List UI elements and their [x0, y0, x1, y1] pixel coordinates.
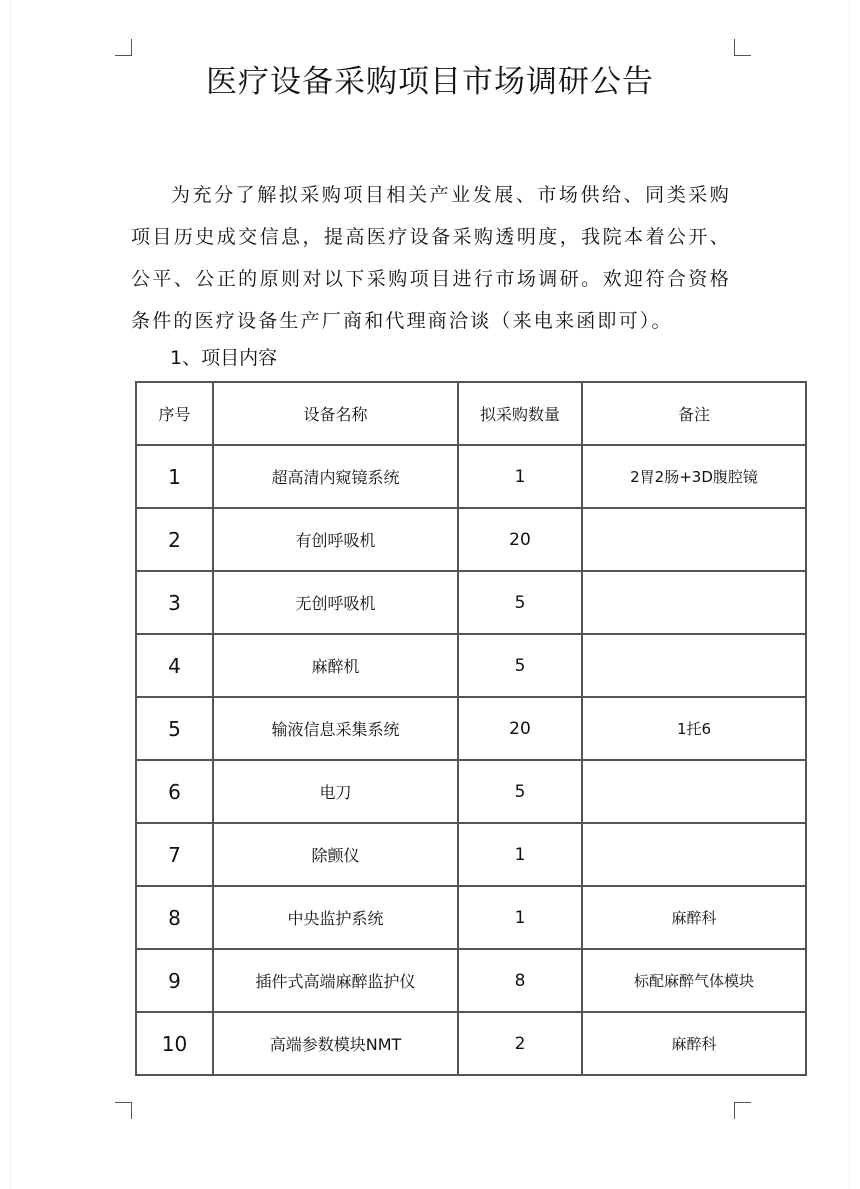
intro-paragraph: 为充分了解拟采购项目相关产业发展、市场供给、同类采购项目历史成交信息，提高医疗设备采购透明度，我院本着公开、公平、公正的原则对以下采购项目进行市场调研。欢迎符合资格条件的医疗设备生产厂商和代理商洽谈（来电来函即可）。 [131, 184, 731, 332]
cell-no: 1 [136, 445, 213, 508]
cell-remarks [582, 634, 806, 697]
cell-no: 4 [136, 634, 213, 697]
cell-remarks: 1托6 [582, 697, 806, 760]
cell-device-name: 高端参数模块NMT [213, 1012, 458, 1075]
cell-device-name: 插件式高端麻醉监护仪 [213, 949, 458, 1012]
cell-quantity: 2 [458, 1012, 582, 1075]
cell-no: 5 [136, 697, 213, 760]
cell-quantity: 1 [458, 445, 582, 508]
cell-device-name: 麻醉机 [213, 634, 458, 697]
table-row [136, 571, 806, 634]
cell-quantity: 1 [458, 886, 582, 949]
cell-remarks: 麻醉科 [582, 886, 806, 949]
section-heading: 1、项目内容 [170, 347, 278, 369]
table-row [136, 508, 806, 571]
table-row [136, 697, 806, 760]
cell-remarks [582, 571, 806, 634]
cell-remarks [582, 823, 806, 886]
cell-device-name: 除颤仪 [213, 823, 458, 886]
cell-no: 10 [136, 1012, 213, 1075]
cell-quantity: 20 [458, 508, 582, 571]
cell-quantity: 8 [458, 949, 582, 1012]
cell-remarks [582, 508, 806, 571]
table-row [136, 949, 806, 1012]
table-row [136, 823, 806, 886]
cell-remarks: 标配麻醉气体模块 [582, 949, 806, 1012]
cell-no: 8 [136, 886, 213, 949]
cell-quantity: 20 [458, 697, 582, 760]
cell-quantity: 1 [458, 823, 582, 886]
header-quantity: 拟采购数量 [458, 382, 582, 445]
page-edge [849, 0, 850, 1189]
cell-device-name: 输液信息采集系统 [213, 697, 458, 760]
table-row [136, 760, 806, 823]
crop-mark-top-left [115, 39, 132, 56]
crop-mark-bottom-left [115, 1102, 132, 1119]
cell-device-name: 有创呼吸机 [213, 508, 458, 571]
cell-remarks: 2胃2肠+3D腹腔镜 [582, 445, 806, 508]
cell-device-name: 电刀 [213, 760, 458, 823]
header-remarks: 备注 [582, 382, 806, 445]
cell-no: 3 [136, 571, 213, 634]
cell-no: 7 [136, 823, 213, 886]
cell-remarks: 麻醉科 [582, 1012, 806, 1075]
cell-no: 2 [136, 508, 213, 571]
crop-mark-bottom-right [734, 1102, 751, 1119]
table-row [136, 886, 806, 949]
cell-device-name: 中央监护系统 [213, 886, 458, 949]
cell-device-name: 无创呼吸机 [213, 571, 458, 634]
cell-no: 9 [136, 949, 213, 1012]
procurement-table [135, 381, 807, 1076]
document-title: 医疗设备采购项目市场调研公告 [206, 64, 654, 100]
cell-quantity: 5 [458, 634, 582, 697]
cell-device-name: 超高清内窥镜系统 [213, 445, 458, 508]
cell-remarks [582, 760, 806, 823]
table-row [136, 634, 806, 697]
table-row [136, 445, 806, 508]
header-device-name: 设备名称 [213, 382, 458, 445]
page-edge [10, 0, 11, 1189]
cell-no: 6 [136, 760, 213, 823]
header-no: 序号 [136, 382, 213, 445]
crop-mark-top-right [734, 39, 751, 56]
cell-quantity: 5 [458, 760, 582, 823]
table-header-row [136, 382, 806, 445]
table-row [136, 1012, 806, 1075]
cell-quantity: 5 [458, 571, 582, 634]
